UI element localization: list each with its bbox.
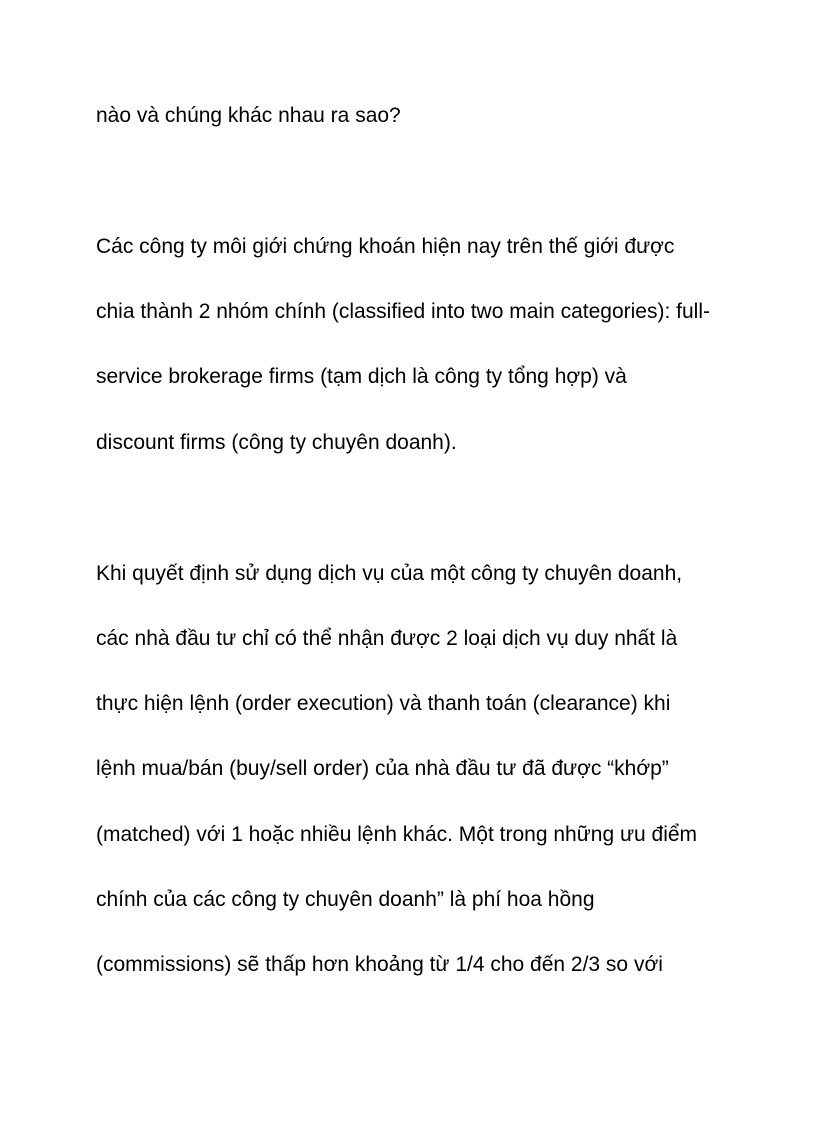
text-line: (commissions) sẽ thấp hơn khoảng từ 1/4 cho đến 2/3 so với [96, 953, 663, 976]
text-line: các nhà đầu tư chỉ có thể nhận được 2 loại dịch vụ duy nhất là [96, 627, 678, 650]
text-line: chính của các công ty chuyên doanh” là phí hoa hồng [96, 888, 595, 911]
text-line: thực hiện lệnh (order execution) và thanh toán (clearance) khi [96, 692, 671, 715]
text-line: chia thành 2 nhóm chính (classified into two main categories): full- [96, 300, 710, 323]
text-line: nào và chúng khác nhau ra sao? [96, 104, 401, 127]
text-line: lệnh mua/bán (buy/sell order) của nhà đầu tư đã được “khớp” [96, 757, 669, 780]
text-line: service brokerage firms (tạm dịch là công ty tổng hợp) và [96, 365, 627, 388]
text-line: Khi quyết định sử dụng dịch vụ của một công ty chuyên doanh, [96, 562, 683, 585]
text-line: (matched) với 1 hoặc nhiều lệnh khác. Một trong những ưu điểm [96, 823, 698, 846]
text-line: Các công ty môi giới chứng khoán hiện nay trên thế giới được [96, 235, 675, 258]
text-line: discount firms (công ty chuyên doanh). [96, 431, 457, 454]
